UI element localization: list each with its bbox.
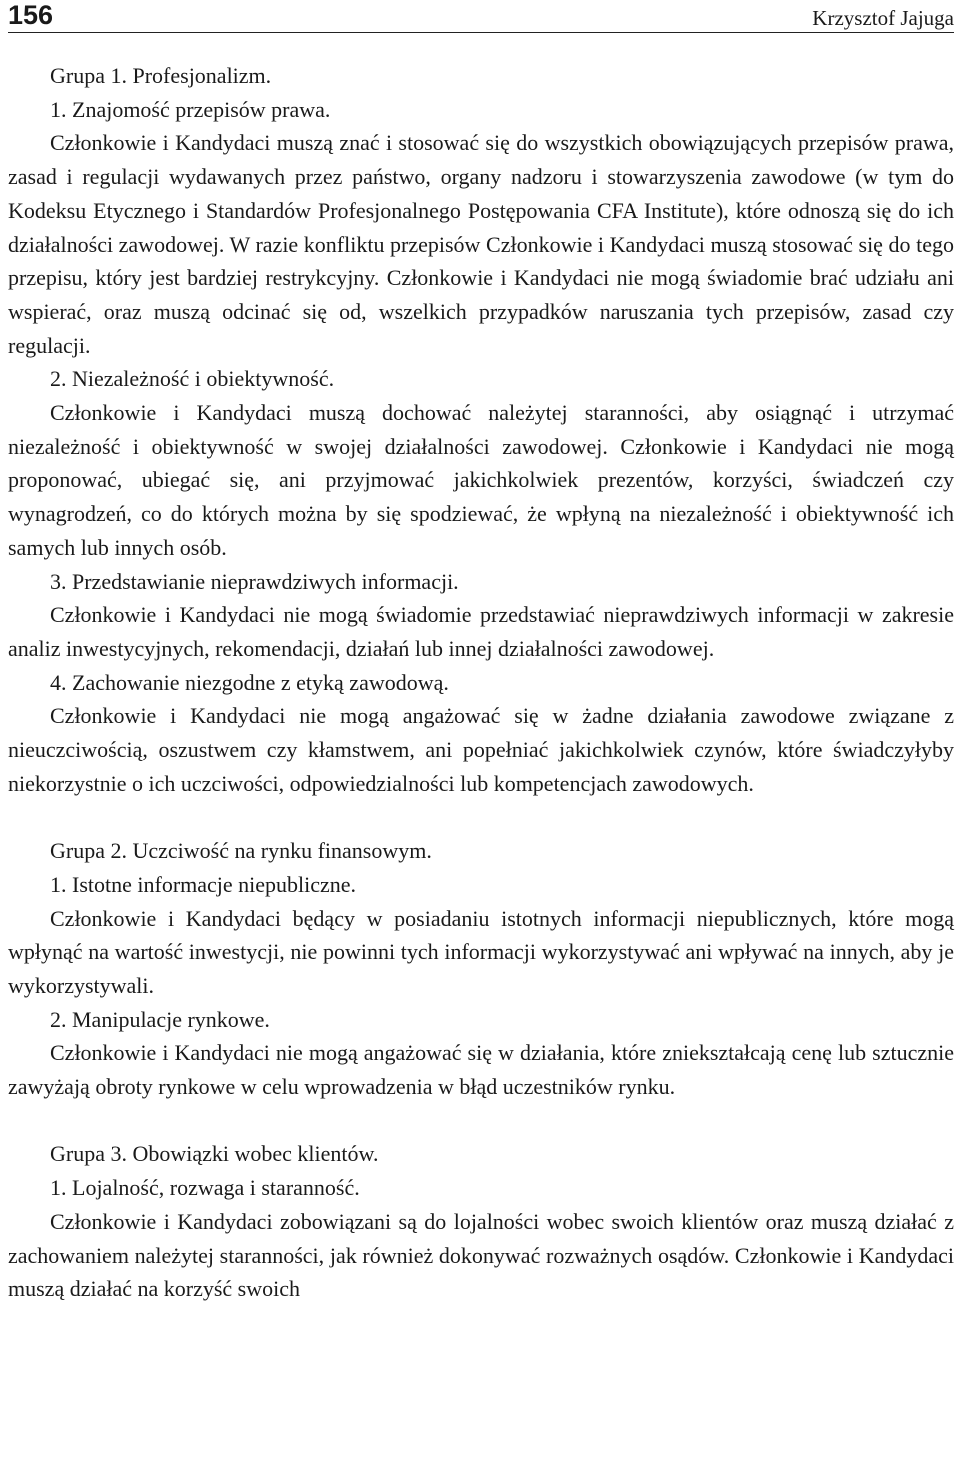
- section-heading: 1. Znajomość przepisów prawa.: [50, 96, 331, 122]
- section-gap: [8, 1104, 954, 1138]
- section-heading: Grupa 1. Profesjonalizm.: [50, 63, 272, 88]
- section-heading: 2. Niezależność i obiektywność.: [50, 366, 335, 392]
- section-heading: Grupa 3. Obowiązki wobec klientów.: [50, 1141, 379, 1167]
- page-header: [8, 2, 954, 33]
- section-heading: Grupa 2. Uczciwość na rynku finansowym.: [50, 838, 432, 864]
- section-heading: 3. Przedstawianie nieprawdziwych informacji.: [50, 568, 459, 594]
- paragraph: Członkowie i Kandydaci muszą dochować należytej staranności, aby osiągnąć i utrzymać niezależność i obiektywność w swojej działalności zawodowej. Członkowie i Kandydaci nie mogą proponować, ubiegać się, ani przyjmować jakichkolwiek prezentów, korzyści, świadczeń czy wynagrodzeń, co do których można by się spodziewać, że wpłyną na niezależność i obiektywność ich samych lub innych osób.: [8, 400, 954, 560]
- section-heading: 2. Manipulacje rynkowe.: [50, 1006, 270, 1032]
- section-heading: 1. Istotne informacje niepubliczne.: [50, 871, 357, 897]
- section-gap: [8, 800, 954, 834]
- paragraph: Członkowie i Kandydaci nie mogą angażować się w żadne działania zawodowe związane z nieuczciwością, oszustwem czy kłamstwem, ani popełniać jakichkolwiek czynów, które świadczyłyby niekorzystnie o ich uczciwości, odpowiedzialności lub kompetencjach zawodowych.: [8, 703, 954, 796]
- paragraph: Członkowie i Kandydaci nie mogą angażować się w działania, które zniekształcają cenę lub sztucznie zawyżają obroty rynkowe w celu wprowadzenia w błąd uczestników rynku.: [8, 1040, 954, 1100]
- paragraph: Członkowie i Kandydaci będący w posiadaniu istotnych informacji niepublicznych, które mogą wpłynąć na wartość inwestycji, nie powinni tych informacji wykorzystywać ani wpływać na innych, aby je wykorzystywali.: [8, 905, 954, 998]
- paragraph: Członkowie i Kandydaci zobowiązani są do lojalności wobec swoich klientów oraz muszą działać z zachowaniem należytej staranności, jak również dokonywać rozważnych osądów. Członkowie i Kandydaci muszą działać na korzyść swoich: [8, 1208, 954, 1302]
- section-heading: 1. Lojalność, rozwaga i staranność.: [50, 1175, 360, 1201]
- page-number: 156: [8, 0, 54, 30]
- running-head-author: Krzysztof Jajuga: [812, 6, 954, 30]
- section-heading: 4. Zachowanie niezgodne z etyką zawodową.: [50, 669, 449, 695]
- document-body: [8, 59, 954, 1306]
- paragraph: Członkowie i Kandydaci muszą znać i stosować się do wszystkich obowiązujących przepisów prawa, zasad i regulacji wydawanych przez państwo, organy nadzoru i stowarzyszenia zawodowe (w tym do Kodeksu Etycznego i Standardów Profesjonalnego Postępowania CFA Institute), które odnoszą się do ich działalności zawodowej. W razie konfliktu przepisów Członkowie i Kandydaci muszą stosować się do tego przepisu, który jest bardziej restrykcyjny. Członkowie i Kandydaci nie mogą świadomie brać udziału ani wspierać, oraz muszą odcinać się od, wszelkich przypadków naruszania tych przepisów, zasad czy regulacji.: [8, 130, 954, 358]
- paragraph: Członkowie i Kandydaci nie mogą świadomie przedstawiać nieprawdziwych informacji w zakresie analiz inwestycyjnych, rekomendacji, działań lub innej działalności zawodowej.: [8, 602, 954, 661]
